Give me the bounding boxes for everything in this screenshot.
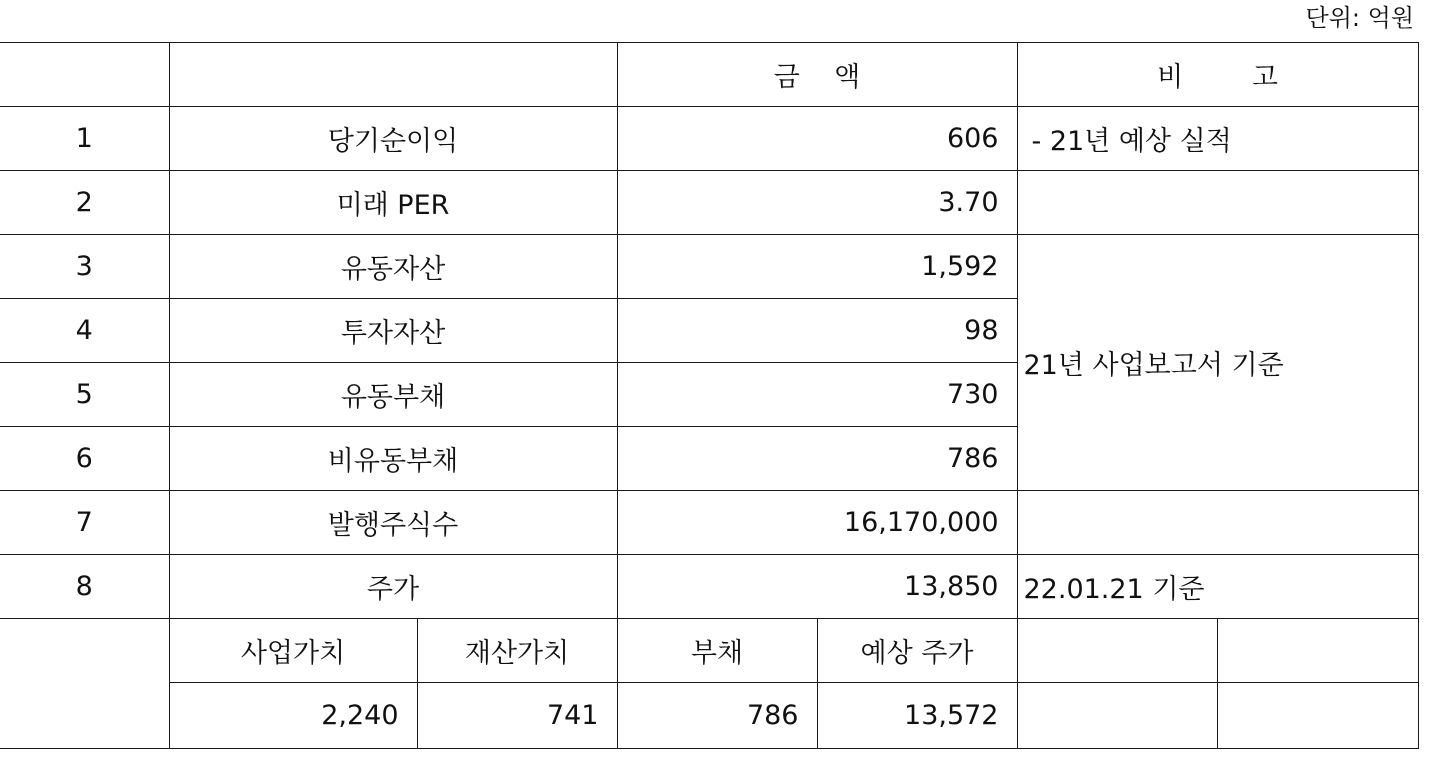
amount-value: 730 bbox=[617, 363, 1017, 427]
table-row bbox=[0, 171, 1418, 235]
merged-note-text: 21년 사업보고서 기준 bbox=[1017, 235, 1418, 491]
row-number: 6 bbox=[0, 427, 169, 491]
item-name: 유동부채 bbox=[169, 363, 617, 427]
header-row bbox=[0, 43, 1418, 107]
header-amount: 금 액 bbox=[617, 43, 1017, 107]
row-number: 3 bbox=[0, 235, 169, 299]
summary-empty-cell bbox=[1017, 683, 1217, 749]
summary-blank bbox=[0, 619, 169, 749]
unit-note: 단위: 억원 bbox=[1305, 4, 1414, 32]
summary-empty-cell bbox=[1217, 619, 1418, 683]
note-text: - 21년 예상 실적 bbox=[1017, 107, 1418, 171]
amount-value: 1,592 bbox=[617, 235, 1017, 299]
summary-value-row bbox=[0, 683, 1418, 749]
item-name: 주가 bbox=[169, 555, 617, 619]
summary-value-expected-price: 13,572 bbox=[817, 683, 1017, 749]
summary-empty-cell bbox=[1017, 619, 1217, 683]
summary-label-business-value: 사업가치 bbox=[169, 619, 417, 683]
summary-label-row bbox=[0, 619, 1418, 683]
note-text bbox=[1017, 491, 1418, 555]
amount-value: 13,850 bbox=[617, 555, 1017, 619]
amount-value: 98 bbox=[617, 299, 1017, 363]
summary-label-expected-price: 예상 주가 bbox=[817, 619, 1017, 683]
table-row bbox=[0, 491, 1418, 555]
header-blank-no bbox=[0, 43, 169, 107]
amount-value: 3.70 bbox=[617, 171, 1017, 235]
header-note: 비 고 bbox=[1017, 43, 1418, 107]
note-text bbox=[1017, 171, 1418, 235]
table-row bbox=[0, 555, 1418, 619]
amount-value: 786 bbox=[617, 427, 1017, 491]
row-number: 5 bbox=[0, 363, 169, 427]
item-name: 투자자산 bbox=[169, 299, 617, 363]
valuation-table bbox=[0, 42, 1419, 749]
table-row bbox=[0, 235, 1418, 299]
summary-value-business-value: 2,240 bbox=[169, 683, 417, 749]
summary-value-asset-value: 741 bbox=[417, 683, 617, 749]
amount-value: 606 bbox=[617, 107, 1017, 171]
item-name: 유동자산 bbox=[169, 235, 617, 299]
row-number: 2 bbox=[0, 171, 169, 235]
table-row bbox=[0, 107, 1418, 171]
row-number: 8 bbox=[0, 555, 169, 619]
item-name: 발행주식수 bbox=[169, 491, 617, 555]
row-number: 1 bbox=[0, 107, 169, 171]
amount-value: 16,170,000 bbox=[617, 491, 1017, 555]
row-number: 4 bbox=[0, 299, 169, 363]
header-blank-item bbox=[169, 43, 617, 107]
item-name: 미래 PER bbox=[169, 171, 617, 235]
summary-label-asset-value: 재산가치 bbox=[417, 619, 617, 683]
item-name: 당기순이익 bbox=[169, 107, 617, 171]
summary-value-liabilities: 786 bbox=[617, 683, 817, 749]
note-text: 22.01.21 기준 bbox=[1017, 555, 1418, 619]
summary-empty-cell bbox=[1217, 683, 1418, 749]
row-number: 7 bbox=[0, 491, 169, 555]
summary-label-liabilities: 부채 bbox=[617, 619, 817, 683]
item-name: 비유동부채 bbox=[169, 427, 617, 491]
